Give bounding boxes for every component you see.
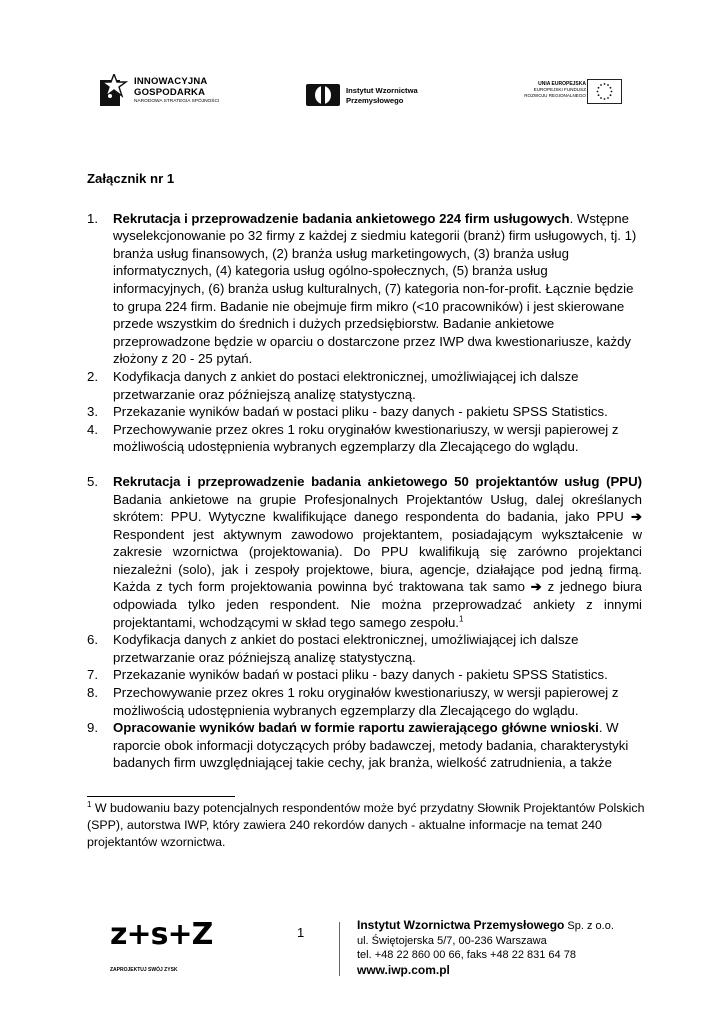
- header-logos: [100, 72, 620, 112]
- zsz-logo: [110, 917, 213, 975]
- eu-logo-text: [524, 81, 586, 99]
- logo-ig-line1: INNOWACYJNA: [134, 76, 208, 87]
- arrow-right-icon: ➔: [530, 579, 542, 595]
- eu-line2: EUROPEJSKI FUNDUSZ: [533, 87, 586, 92]
- item-number: 2.: [87, 368, 98, 384]
- list-item-9: [87, 719, 642, 772]
- item-number: 8.: [87, 685, 98, 701]
- item-text: . W raporcie obok informacji dotyczących próby badawczej, metody badania, charakterystyki badanych firm uwzględniającej takie cechy, jak branża, wielkość zatrudnienia, a także: [113, 720, 629, 771]
- item-text: . Wstępne wyselekcjonowanie po 32 firmy z każdej z siedmiu kategorii (branż) firm usługowych, tj. 1) branża usług finansowych, (2) branża usług marketingowych, (3) branża usług informatycznych, (4) kategoria usług ogólno-społecznych, (5) branża usług informacyjnych, (6) branża usług kulturalnych, (7) kategoria non-for-profit. Łącznie będzie to grupa 224 firm. Badanie nie obejmuje firm mikro (<10 pracowników) i jest skierowane przede wszystkim do średnich i dużych przedsiębiorstw. Badanie ankietowe przeprowadzone będzie w oparciu o dostarczone przez IWP dwa kwestionariusze, każdy złożony z 20 - 25 pytań.: [113, 210, 637, 367]
- list-item-4: [87, 421, 642, 456]
- item-text-b: Respondent jest aktywnym zawodowo projektantem, posiadającym wykształcenie w zakresie wzornictwa (projektowania). Do PPU kwalifikują się zarówno projektanci niezależni (solo), jak i zespoły projektowe, biura, agencje, działające pod jedną firmą. Każda z tych form projektowania powinna być traktowana tak samo: [113, 526, 642, 595]
- list-item-7: [87, 666, 642, 684]
- innowacyjna-gospodarka-logo: [100, 72, 220, 108]
- star-figure-icon: [100, 74, 128, 106]
- item-number: 1.: [87, 210, 98, 226]
- footer-contact: [357, 918, 614, 977]
- zsz-logo-tagline: ZAPROJEKTUJ SWÓJ ZYSK: [110, 967, 178, 973]
- footer-website-link[interactable]: www.iwp.com.pl: [357, 962, 450, 977]
- footer-org-name: Instytut Wzornictwa Przemysłowego: [357, 918, 565, 932]
- item-text-a: Badania ankietowe na grupie Profesjonalnych Projektantów Usług, dalej określanych skrótem: PPU. Wytyczne kwalifikujące danego respondenta do badania, jako PPU: [113, 491, 642, 525]
- footer-phone: tel. +48 22 860 00 66, faks +48 22 831 64 78: [357, 949, 576, 961]
- item-heading: Rekrutacja i przeprowadzenie badania ankietowego 50 projektantów usług (PPU): [113, 473, 642, 489]
- item-text: Kodyfikacja danych z ankiet do postaci elektronicznej, umożliwiającej ich dalsze przetwarzanie oraz późniejszą analizę statystyczną.: [113, 632, 579, 665]
- item-text-c: z jednego biura odpowiada tylko jeden respondent. Nie można przeprowadzać ankiety z innymi projektantami, wchodzącymi w skład tego samego zespołu.: [113, 579, 642, 630]
- list-item-8: [87, 684, 642, 719]
- zsz-logo-mark: z+s+Z: [110, 917, 213, 952]
- list-item-3: [87, 403, 642, 421]
- footnote-number: 1: [87, 799, 92, 809]
- item-text: Przekazanie wyników badań w postaci pliku - bazy danych - pakietu SPSS Statistics.: [113, 667, 608, 683]
- eu-logo: [512, 79, 622, 107]
- item-number: 5.: [87, 473, 98, 489]
- iwp-mark-icon: [306, 84, 340, 106]
- logo-iwp-line1: Instytut Wzornictwa: [346, 86, 418, 95]
- footnote-ref[interactable]: 1: [458, 614, 464, 624]
- logo-ig-line2: GOSPODARKA: [134, 87, 206, 98]
- list-item-6: [87, 631, 642, 666]
- footnote-text: W budowaniu bazy potencjalnych respondentów może być przydatny Słownik Projektantów Polskich (SPP), autorstwa IWP, który zawiera 240 rekordów danych - aktualne informacje na temat 240 projektantów wzornictwa.: [87, 801, 645, 849]
- logo-ig-line3: NARODOWA STRATEGIA SPÓJNOŚCI: [134, 99, 220, 104]
- eu-line3: ROZWOJU REGIONALNEGO: [524, 93, 586, 98]
- item-number: 3.: [87, 404, 98, 420]
- list-item-2: [87, 368, 642, 403]
- item-heading: Rekrutacja i przeprowadzenie badania ankietowego 224 firm usługowych: [113, 210, 570, 226]
- iwp-logo: [306, 84, 446, 108]
- item-number: 7.: [87, 667, 98, 683]
- item-text: Przechowywanie przez okres 1 roku oryginałów kwestionariuszy, w wersji papierowej z możliwością udostępnienia wybranych egzemplarzy dla Zlecającego do wglądu.: [113, 421, 619, 455]
- footer-divider: [339, 922, 340, 976]
- footnote: [87, 800, 647, 851]
- document-body: [87, 170, 642, 772]
- footer-org-suffix: Sp. z o.o.: [564, 920, 614, 932]
- document-title: Załącznik nr 1: [87, 171, 175, 186]
- list-item-1: [87, 210, 642, 368]
- item-number: 4.: [87, 421, 98, 437]
- list-item-5: [87, 473, 642, 631]
- eu-line1: UNIA EUROPEJSKA: [538, 81, 586, 87]
- arrow-right-icon: ➔: [630, 509, 642, 525]
- page-number: 1: [297, 925, 305, 940]
- item-text: Przekazanie wyników badań w postaci pliku - bazy danych - pakietu SPSS Statistics.: [113, 404, 608, 420]
- item-number: 6.: [87, 632, 98, 648]
- item-text: Przechowywanie przez okres 1 roku oryginałów kwestionariuszy, w wersji papierowej z możliwością udostępnienia wybranych egzemplarzy dla Zlecającego do wglądu.: [113, 685, 619, 718]
- eu-flag-icon: [587, 79, 622, 104]
- item-number: 9.: [87, 720, 98, 736]
- logo-iwp-line2: Przemysłowego: [346, 96, 404, 105]
- footnote-divider: [87, 796, 235, 797]
- footer-address: ul. Świętojerska 5/7, 00-236 Warszawa: [357, 934, 547, 947]
- item-heading: Opracowanie wyników badań w formie raportu zawierającego główne wnioski: [113, 720, 599, 736]
- item-text: Kodyfikacja danych z ankiet do postaci elektronicznej, umożliwiającej ich dalsze przetwarzanie oraz późniejszą analizę statystyczną.: [113, 368, 579, 402]
